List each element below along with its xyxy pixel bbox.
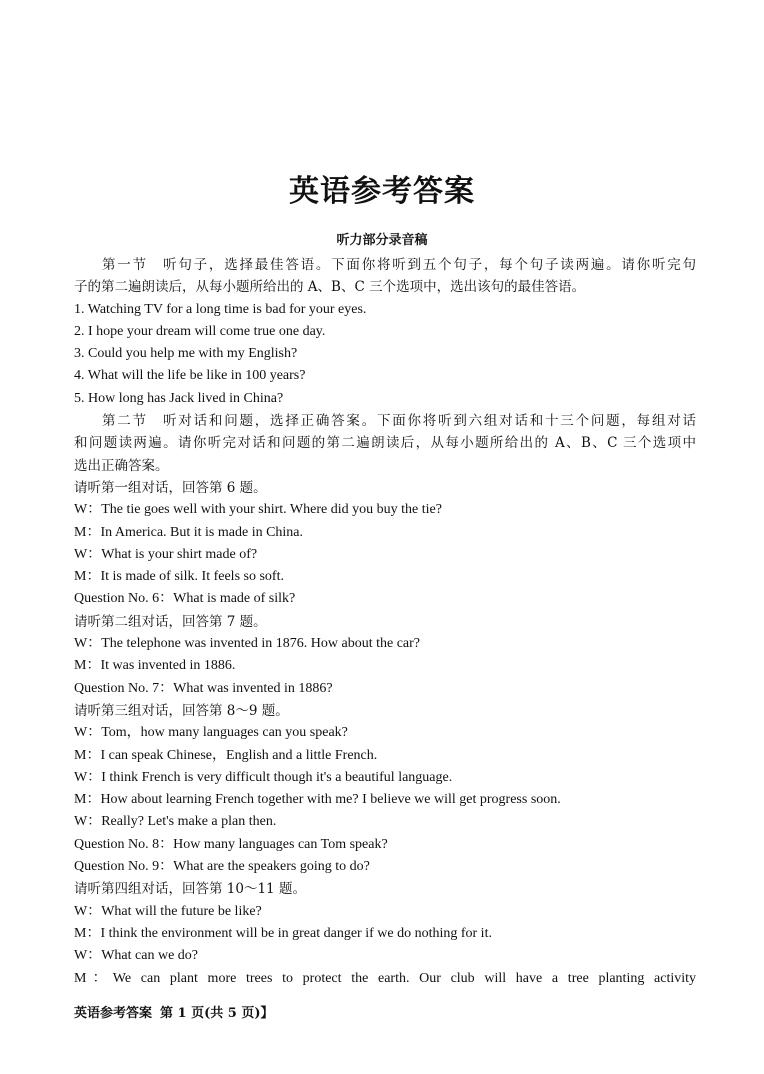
dialogue-line: M：I think the environment will be in great danger if we do nothing for it.	[74, 925, 492, 941]
sentence-3: 3. Could you help me with my English?	[74, 346, 298, 362]
dialogue-line: W：Really? Let's make a plan then.	[74, 814, 277, 830]
page-footer	[74, 1003, 274, 1024]
dialogue-3-heading: 请听第三组对话，回答第 8～9 题。	[74, 702, 289, 719]
sentence-1: 1. Watching TV for a long time is bad for your eyes.	[74, 301, 367, 317]
dialogue-line: M：It is made of silk. It feels so soft.	[74, 569, 284, 585]
question-9: Question No. 9：What are the speakers going to do?	[74, 859, 370, 875]
document-body	[74, 254, 696, 990]
question-8: Question No. 8：How many languages can Tom speak?	[74, 836, 388, 852]
section-subtitle: 听力部分录音稿	[336, 233, 428, 248]
sentence-5: 5. How long has Jack lived in China?	[74, 390, 284, 406]
section-2-instruction-line-3: 选出正确答案。	[74, 457, 169, 474]
dialogue-line: M：In America. But it is made in China.	[74, 524, 304, 540]
dialogue-4-heading: 请听第四组对话，回答第 10～11 题。	[74, 881, 306, 898]
page-title: 英语参考答案	[289, 174, 475, 209]
sentence-2: 2. I hope your dream will come true one day.	[74, 323, 326, 339]
dialogue-line: W：The telephone was invented in 1876. How about the car?	[74, 636, 421, 652]
dialogue-line: M：We can plant more trees to protect the earth. Our club will have a tree planting activity	[74, 970, 696, 986]
dialogue-line: M：It was invented in 1886.	[74, 658, 236, 674]
dialogue-line: W：What will the future be like?	[74, 903, 262, 919]
question-7: Question No. 7：What was invented in 1886?	[74, 680, 333, 696]
sentence-4: 4. What will the life be like in 100 years?	[74, 368, 306, 384]
dialogue-line: W：The tie goes well with your shirt. Where did you buy the tie?	[74, 502, 442, 518]
section-2-instruction-line-2: 和问题读两遍。请你听完对话和问题的第二遍朗读后，从每小题所给出的 A、B、C 三个选项中	[74, 435, 696, 452]
footer-page-number: 第 1 页(共 5 页)】	[160, 1006, 274, 1021]
dialogue-line: W：Tom，how many languages can you speak?	[74, 725, 348, 741]
dialogue-line: W：What can we do?	[74, 948, 198, 964]
dialogue-line: M：How about learning French together with me? I believe we will get progress soon.	[74, 792, 561, 808]
dialogue-2-heading: 请听第二组对话，回答第 7 题。	[74, 613, 267, 630]
dialogue-line: M：I can speak Chinese，English and a little French.	[74, 747, 378, 763]
dialogue-line: W：What is your shirt made of?	[74, 546, 258, 562]
dialogue-1-heading: 请听第一组对话，回答第 6 题。	[74, 479, 267, 496]
section-1-instruction-line-2: 子的第二遍朗读后，从每小题所给出的 A、B、C 三个选项中，选出该句的最佳答语。	[74, 279, 586, 296]
section-1-instruction-line-1: 第一节 听句子，选择最佳答语。下面你将听到五个句子，每个句子读两遍。请你听完句	[102, 257, 696, 273]
question-6: Question No. 6：What is made of silk?	[74, 591, 296, 607]
section-2-instruction-line-1: 第二节 听对话和问题，选择正确答案。下面你将听到六组对话和十三个问题，每组对话	[102, 413, 696, 430]
dialogue-line: W：I think French is very difficult though it's a beautiful language.	[74, 769, 453, 785]
footer-document-name: 英语参考答案	[74, 1006, 153, 1021]
